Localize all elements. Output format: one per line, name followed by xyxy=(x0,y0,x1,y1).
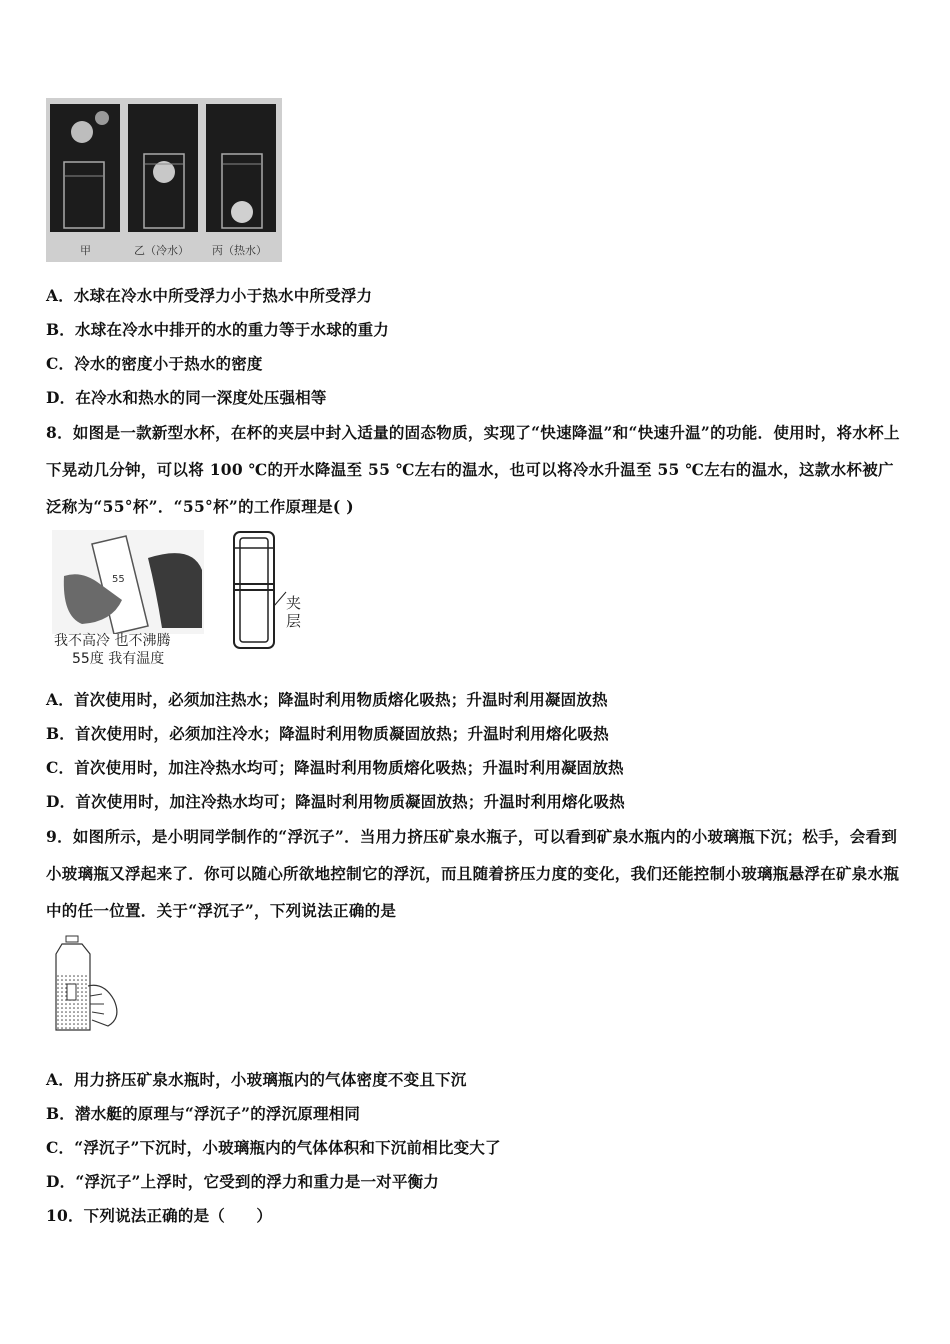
photo-panel-jia xyxy=(50,104,120,232)
q7-option-a: A．水球在冷水中所受浮力小于热水中所受浮力 xyxy=(46,286,373,305)
layer-label-2: 层 xyxy=(286,612,302,630)
q7-option-c: C．冷水的密度小于热水的密度 xyxy=(46,354,263,373)
q7-option-d: D．在冷水和热水的同一深度处压强相等 xyxy=(46,388,327,407)
photo-caption-line-2: 55度 我有温度 xyxy=(72,651,165,667)
q9-option-d: D．“浮沉子”上浮时，它受到的浮力和重力是一对平衡力 xyxy=(46,1172,439,1191)
q7-option-b: B．水球在冷水中排开的水的重力等于水球的重力 xyxy=(46,320,390,339)
cup-cross-section-diagram xyxy=(228,528,318,652)
q8-option-c: C．首次使用时，加注冷热水均可；降温时利用物质熔化吸热；升温时利用凝固放热 xyxy=(46,758,624,777)
cartesian-diver-bottle-diagram xyxy=(52,934,132,1034)
q9-stem: 9．如图所示，是小明同学制作的“浮沉子”．当用力挤压矿泉水瓶子，可以看到矿泉水瓶内的小玻璃瓶下沉；松手，会看到小玻璃瓶又浮起来了．你可以随心所欲地控制它的浮沉，而且随着挤压力度的变化，我们还能控制小玻璃瓶悬浮在矿泉水瓶中的任一位置．关于“浮沉子”，下列说法正确的是 xyxy=(46,827,900,920)
cup-layers-graphic xyxy=(228,528,288,652)
q8-option-a: A．首次使用时，必须加注热水；降温时利用物质熔化吸热；升温时利用凝固放热 xyxy=(46,690,608,709)
q9-option-a: A．用力挤压矿泉水瓶时，小玻璃瓶内的气体密度不变且下沉 xyxy=(46,1070,467,1089)
caption-yi: 乙（冷水） xyxy=(134,244,189,257)
caption-bing: 丙（热水） xyxy=(212,244,267,257)
cylinder-bing-graphic xyxy=(206,104,276,232)
water-ball-photo xyxy=(46,98,282,262)
caption-jia: 甲 xyxy=(80,244,91,257)
layer-label-1: 夹 xyxy=(286,594,302,612)
q9-option-c: C．“浮沉子”下沉时，小玻璃瓶内的气体体积和下沉前相比变大了 xyxy=(46,1138,501,1157)
q10-stem: 10．下列说法正确的是（ ） xyxy=(46,1206,273,1225)
q8-option-d: D．首次使用时，加注冷热水均可；降温时利用物质凝固放热；升温时利用熔化吸热 xyxy=(46,792,625,811)
q8-stem: 8．如图是一款新型水杯，在杯的夹层中封入适量的固态物质，实现了“快速降温”和“快速升温”的功能．使用时，将水杯上下晃动几分钟，可以将 100 ℃的开水降温至 55 ℃左右的温水，也可以将冷水升温至 55 ℃左右的温水，这款水杯被广泛称为“55°杯”．“55°杯”的工作原理是( ) xyxy=(46,423,900,516)
bottle-graphic xyxy=(52,934,132,1034)
q9-option-b: B．潜水艇的原理与“浮沉子”的浮沉原理相同 xyxy=(46,1104,361,1123)
hand-holding-cup-graphic xyxy=(52,530,204,634)
cylinder-jia-graphic xyxy=(50,104,120,232)
photo-caption-line-1: 我不高冷 也不沸腾 xyxy=(54,633,171,649)
cup-number-text: 55 xyxy=(112,574,125,585)
cylinder-yi-graphic xyxy=(128,104,198,232)
photo-panel-yi xyxy=(128,104,198,232)
cup-photo xyxy=(52,530,204,670)
q8-option-b: B．首次使用时，必须加注冷水；降温时利用物质凝固放热；升温时利用熔化吸热 xyxy=(46,724,609,743)
photo-panel-bing xyxy=(206,104,276,232)
